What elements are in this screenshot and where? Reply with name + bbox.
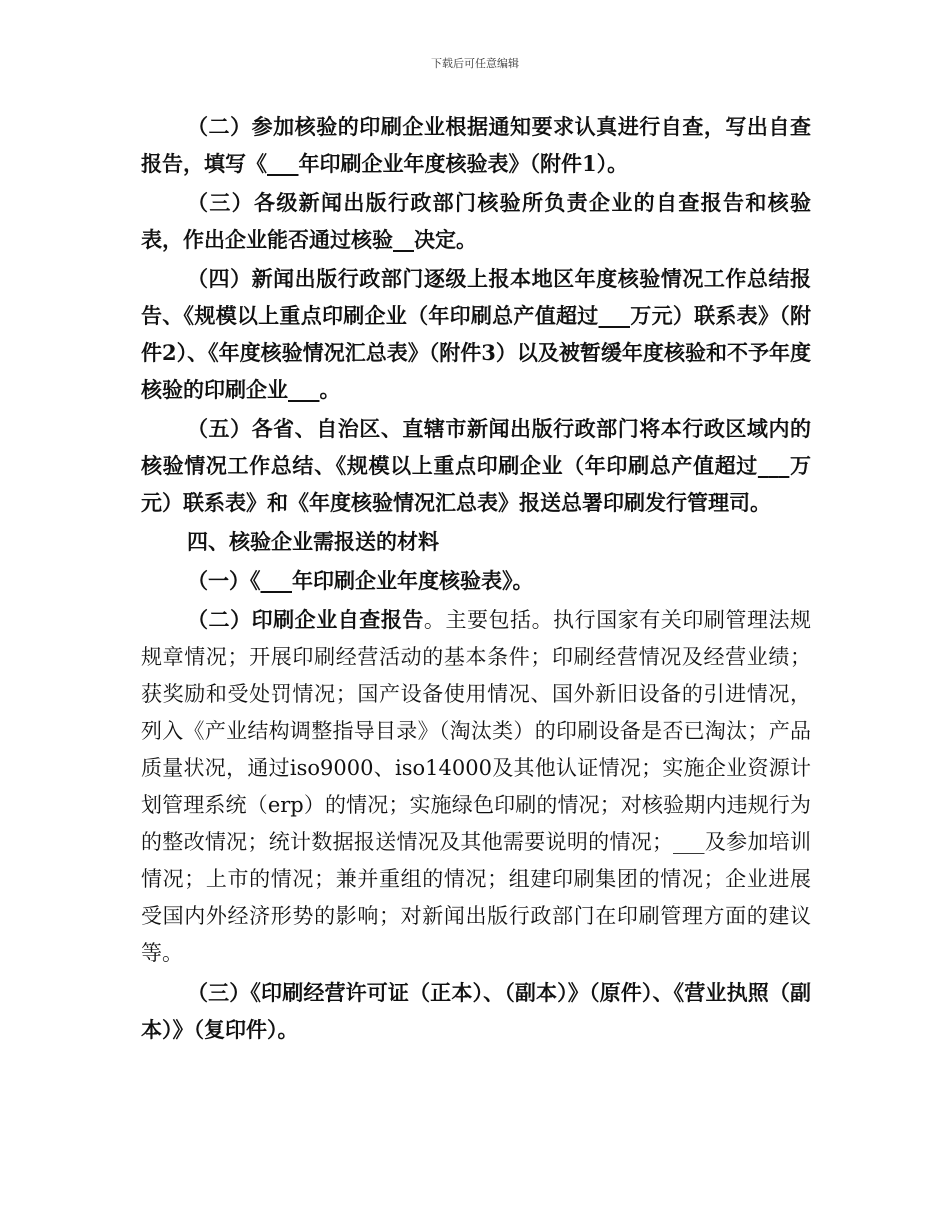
paragraph-self-report-text: 。主要包括。执行国家有关印刷管理法规规章情况；开展印刷经营活动的基本条件；印刷经营情况及经营业绩；获奖励和受处罚情况；国产设备使用情况、国外新旧设备的引进情况，列入《产业结构调整指导目录》（淘汰类）的印刷设备是否已淘汰；产品质量状况，通过iso9000、iso14000及其他认证情况；实施企业资源计划管理系统（erp）的情况；实施绿色印刷的情况；对核验期内违规行为的整改情况；统计数据报送情况及其他需要说明的情况；___及参加培训情况；上市的情况；兼并重组的情况；组建印刷集团的情况；企业进展受国内外经济形势的影响；对新闻出版行政部门在印刷管理方面的建议等。: [141, 608, 812, 965]
paragraph-self-report-lead: （二）印刷企业自查报告: [187, 607, 424, 632]
paragraph-self-inspection: （二）参加核验的印刷企业根据通知要求认真进行自查，写出自查报告，填写《___年印刷企业年度核验表》（附件1）。: [141, 114, 811, 176]
paragraph-provincial-report: （五）各省、自治区、直辖市新闻出版行政部门将本行政区域内的核验情况工作总结、《规模以上重点印刷企业（年印刷总产值超过___万元）联系表》和《年度核验情况汇总表》报送总署印刷发行管理司。: [141, 416, 811, 515]
document-body: [141, 108, 811, 1048]
paragraph-department-review: （三）各级新闻出版行政部门核验所负责企业的自查报告和核验表，作出企业能否通过核验__决定。: [141, 190, 811, 252]
page-header: 下载后可任意编辑: [431, 57, 519, 70]
paragraph-self-report: [141, 601, 811, 972]
paragraph-inspection-form: （一）《___年印刷企业年度核验表》。: [187, 568, 534, 593]
paragraph-report-submission: （四）新闻出版行政部门逐级上报本地区年度核验情况工作总结报告、《规模以上重点印刷企业（年印刷总产值超过___万元）联系表》（附件2）、《年度核验情况汇总表》（附件3）以及被暂缓年度核验和不予年度核验的印刷企业___。: [141, 266, 811, 402]
paragraph-license-copies: （三）《印刷经营许可证（正本）、（副本）》（原件）、《营业执照（副本）》（复印件）。: [141, 980, 811, 1042]
section-heading-materials: 四、核验企业需报送的材料: [187, 529, 439, 554]
